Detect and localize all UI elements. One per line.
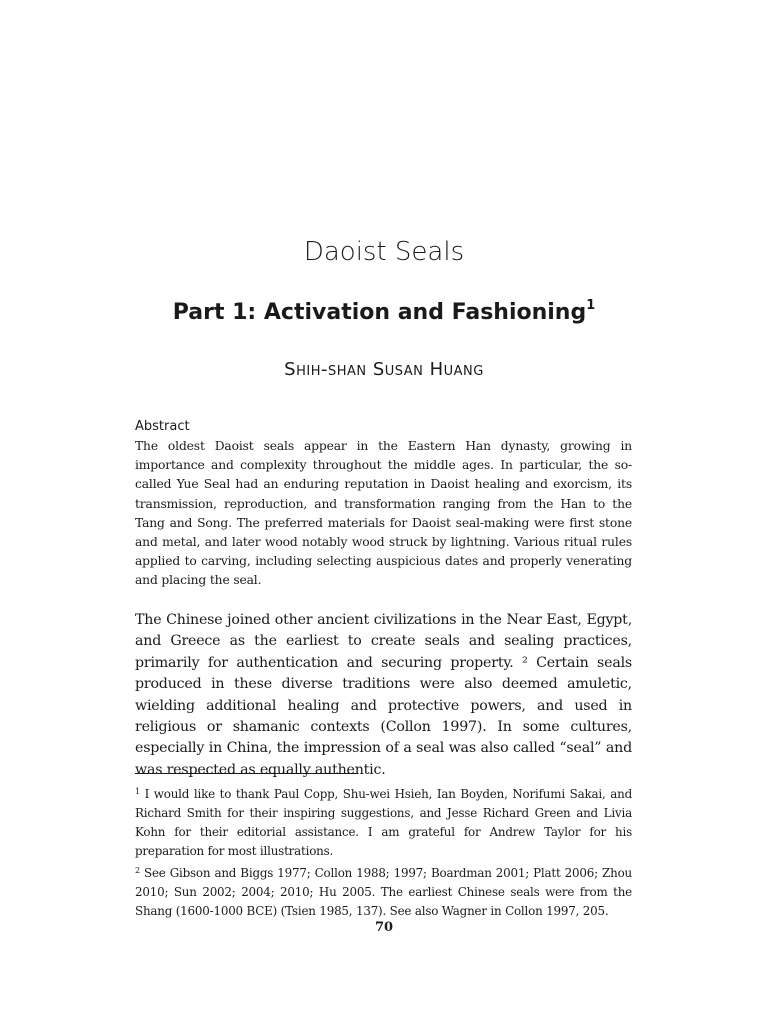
abstract-text: The oldest Daoist seals appear in the Eastern Han dynasty, growing in importance and complexity throughout the middle ages. In particular, the so-called Yue Seal had an enduring reputation in Daoist healing and exorcism, its transmission, reproduction, and transformation ranging from the Han to the Tang and Song. The preferred materials for Daoist seal-making were first stone and metal, and later wood notably wood struck by lightning. Various ritual rules applied to carving, including selecting auspicious dates and properly venerating and placing the seal. [135,439,632,588]
article-subtitle [0,290,768,329]
article-title: Daoist Seals [303,237,465,267]
author-name: Shih-shan Susan Huang [284,359,484,380]
footnote-1-mark: 1 [135,787,140,796]
footnote-2-mark: 2 [135,866,140,875]
footnote-2 [135,861,632,921]
subtitle-footnote-mark: 1 [586,298,596,313]
body-paragraph: The Chinese joined other ancient civilizations in the Near East, Egypt, and Greece as the earliest to create seals and sealing practices, primarily for authentication and securing property. ² Certain seals produced in these diverse traditions were also deemed amuletic, wielding additional healing and protective powers, and used in religious or shamanic contexts (Collon 1997). In some cultures, especially in China, the impression of a seal was also called “seal” and was respected as equally authentic. [135,612,632,778]
footnote-divider [135,773,357,774]
subtitle-text: Part 1: Activation and Fashioning [172,300,587,325]
page-number: 70 [374,920,394,935]
footnotes [135,782,632,921]
footnote-1 [135,782,632,861]
footnote-2-text: See Gibson and Biggs 1977; Collon 1988; 1997; Boardman 2001; Platt 2006; Zhou 2010; Sun 2002; 2004; 2010; Hu 2005. The earliest Chinese seals were from the Shang (1600-1000 BCE) (Tsien 1985, 137). See also Wagner in Collon 1997, 205. [135,866,632,918]
abstract-heading: Abstract [135,419,190,434]
footnote-1-text: I would like to thank Paul Copp, Shu-wei Hsieh, Ian Boyden, Norifumi Sakai, and Richard Smith for their inspiring suggestions, and Jesse Richard Green and Livia Kohn for their editorial assistance. I am grateful for Andrew Taylor for his preparation for most illustrations. [135,787,632,858]
